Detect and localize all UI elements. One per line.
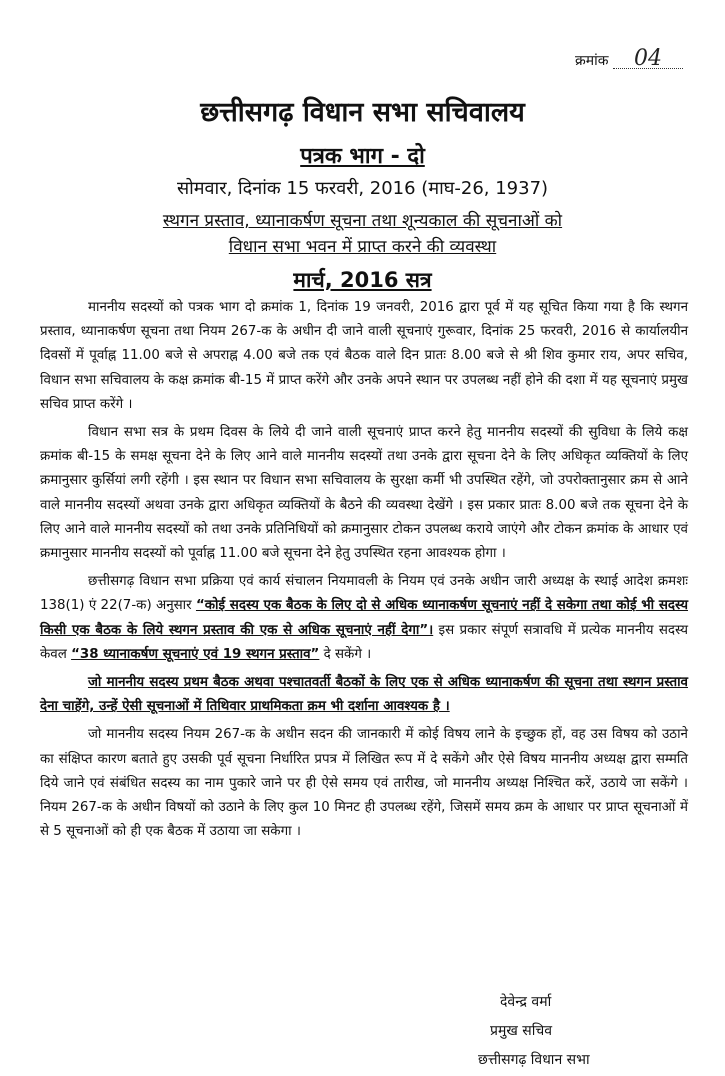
serial-number — [575, 46, 683, 71]
signatory-designation: प्रमुख सचिव — [490, 1023, 553, 1039]
serial-label: क्रमांक — [575, 53, 609, 69]
page-title: छत्तीसगढ़ विधान सभा सचिवालय — [200, 97, 525, 128]
subject-heading — [90, 208, 635, 260]
signatory-office: छत्तीसगढ़ विधान सभा — [478, 1052, 590, 1068]
subject-line-2: विधान सभा भवन में प्राप्त करने की व्यवस्था — [228, 237, 497, 257]
subject-line-1: स्थगन प्रस्ताव, ध्यानाकर्षण सूचना तथा शून्यकाल की सूचनाओं को — [162, 211, 563, 231]
part-heading — [0, 140, 725, 170]
paragraph-3-middle: इस प्रकार संपूर्ण सत्रावधि में प्रत्येक माननीय सदस्य केवल — [40, 622, 688, 662]
paragraph-3-limit: “38 ध्यानाकर्षण सूचनाएं एवं 19 स्थगन प्रस्ताव” — [71, 646, 320, 662]
paragraph-3-end: दे सकेंगे । — [319, 646, 372, 662]
paragraph-3-intro: छत्तीसगढ़ विधान सभा प्रक्रिया एवं कार्य संचालन नियमावली के नियम एवं उनके अधीन जारी अध्यक्ष के स्थाई आदेश क्रमशः 138(1) एं 22(7-क) अनुसार — [40, 574, 688, 614]
paragraph-3 — [40, 570, 688, 667]
signature-block — [478, 988, 590, 1075]
paragraph-1: माननीय सदस्यों को पत्रक भाग दो क्रमांक 1, दिनांक 19 जनवरी, 2016 द्वारा पूर्व में यह सूचित किया गया है कि स्थगन प्रस्ताव, ध्यानाकर्षण सूचना तथा नियम 267-क के अधीन दी जाने वाली सूचनाएं गुरूवार, दिनांक 25 फरवरी, 2016 से कार्यालयीन दिवसों में पूर्वाह्न 11.00 बजे से अपराह्न 4.00 बजे तक एवं बैठक वाले दिन प्रातः 8.00 बजे से श्री शिव कुमार राय, अपर सचिव, विधान सभा सचिवालय के कक्ष क्रमांक बी-15 में प्राप्त करेंगे और उनके अपने स्थान पर उपलब्ध नहीं होने की दशा में यह सूचनाएं प्रमुख सचिव प्राप्त करेंगे । — [40, 300, 688, 412]
paragraph-3-quote: “कोई सदस्य एक बैठक के लिए दो से अधिक ध्यानाकर्षण सूचनाएं नहीं दे सकेगा तथा कोई भी सदस्य किसी एक बैठक के लिये स्थगन प्रस्ताव की एक से अधिक सूचनाएं नहीं देगा”। — [40, 598, 689, 638]
session-label: मार्च, 2016 सत्र — [293, 268, 432, 292]
paragraph-4 — [40, 671, 688, 719]
serial-value: 04 — [613, 50, 683, 69]
session-heading — [0, 266, 725, 294]
paragraph-2: विधान सभा सत्र के प्रथम दिवस के लिये दी जाने वाली सूचनाएं प्राप्त करने हेतु माननीय सदस्यों की सुविधा के लिये कक्ष क्रमांक बी-15 के समक्ष सूचना देने के लिए आने वाले माननीय सदस्यों तथा उनके द्वारा सूचना देने के लिए अधिकृत व्यक्तियों के लिए क्रमानुसार कुर्सियां लगी रहेंगी । इस स्थान पर विधान सभा सचिवालय के सुरक्षा कर्मी भी उपस्थित रहेंगे, जो उपरोक्तानुसार क्रम से आने वाले माननीय सदस्यों अथवा उनके द्वारा अधिकृत व्यक्तियों के बैठने की व्यवस्था देखेंगे । इस प्रकार प्रातः 8.00 बजे तक सूचना देने के लिए आने वाले माननीय सदस्यों को तथा उनके प्रतिनिधियों को क्रमानुसार टोकन उपलब्ध कराये जाएंगे और टोकन क्रमांक के आधार एवं क्रमानुसार माननीय सदस्यों को पूर्वाह्न 11.00 बजे सूचना देने हेतु उपस्थित रहना आवश्यक होगा । — [40, 425, 688, 562]
signatory-name: देवेन्द्र वर्मा — [500, 994, 552, 1010]
paragraph-5: जो माननीय सदस्य नियम 267-क के अधीन सदन की जानकारी में कोई विषय लाने के इच्छुक हों, वह उस विषय को उठाने का संक्षिप्त कारण बताते हुए उसकी पूर्व सूचना निर्धारित प्रपत्र में लिखित रूप में दे सकेंगे और ऐसे विषय माननीय अध्यक्ष द्वारा सम्मति दिये जाने एवं संबंधित सदस्य का नाम पुकारे जाने पर ही ऐसे समय एवं तारीख, जो माननीय अध्यक्ष निश्चित करें, उठाये जा सकेंगे । नियम 267-क के अधीन विषयों को उठाने के लिए कुल 10 मिनट ही उपलब्ध रहेंगे, जिसमें समय क्रम के आधार पर प्राप्त सूचनाओं में से 5 सूचनाओं को ही एक बैठक में उठाया जा सकेगा । — [40, 727, 688, 840]
paragraph-4-text: जो माननीय सदस्य प्रथम बैठक अथवा पश्चातवर्ती बैठकों के लिए एक से अधिक ध्यानाकर्षण की सूचना तथा स्थगन प्रस्ताव देना चाहेंगे, उन्हें ऐसी सूचनाओं में तिथिवार प्राथमिकता क्रम भी दर्शाना आवश्यक है । — [40, 675, 688, 715]
part-label: पत्रक भाग - दो — [300, 144, 425, 169]
document-body — [40, 296, 688, 848]
date-line: सोमवार, दिनांक 15 फरवरी, 2016 (माघ-26, 1937) — [176, 178, 549, 199]
